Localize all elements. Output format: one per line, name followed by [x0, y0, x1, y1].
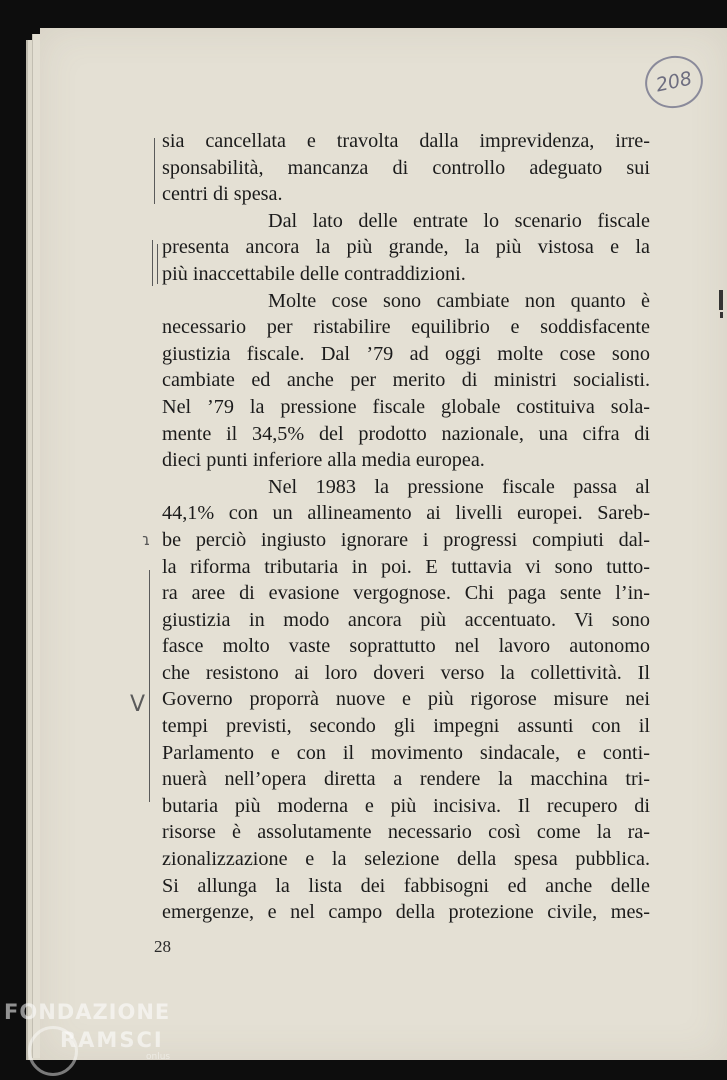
text-line: zionalizzazione e la selezione della spesa pubblica. [162, 848, 650, 871]
margin-bracket-3 [149, 570, 150, 802]
handwritten-folio-number: 208 [640, 51, 708, 114]
text-line: Parlamento e con il movimento sindacale, e conti- [162, 741, 650, 764]
margin-bracket-2b [157, 244, 158, 284]
text-line: cambiate ed anche per merito di ministri socialisti. [162, 369, 650, 392]
margin-annotation-v: V [130, 692, 146, 717]
text-line: dieci punti inferiore alla media europea. [162, 449, 485, 472]
text-line: centri di spesa. [162, 183, 283, 206]
text-line: Si allunga la lista dei fabbisogni ed anche delle [162, 874, 650, 897]
watermark-suffix: onlus [146, 1052, 171, 1062]
watermark-line1: FONDAZIONE [4, 1000, 171, 1024]
text-line: nuerà nell’opera diretta a rendere la macchina tri- [162, 768, 650, 791]
text-line: Governo proporrà nuove e più rigorose misure nei [162, 688, 650, 711]
text-line: sponsabilità, mancanza di controllo adeguato sui [162, 156, 650, 179]
text-line: più inaccettabile delle contraddizioni. [162, 262, 466, 285]
margin-tick-mark: ɿ [142, 530, 151, 549]
text-line: tempi previsti, secondo gli impegni assunti con il [162, 715, 650, 738]
text-line: emergenze, e nel campo della protezione civile, mes- [162, 901, 650, 924]
text-line: mente il 34,5% del prodotto nazionale, una cifra di [162, 422, 650, 445]
text-line: necessario per ristabilire equilibrio e soddisfacente [162, 316, 650, 339]
margin-bracket-1 [154, 138, 155, 204]
text-line: la riforma tributaria in poi. E tuttavia vi sono tutto- [162, 555, 650, 578]
text-line: 44,1% con un allineamento ai livelli europei. Sareb- [162, 502, 650, 525]
text-line: Nel ’79 la pressione fiscale globale costituiva sola- [162, 395, 650, 418]
text-line: presenta ancora la più grande, la più vistosa e la [162, 236, 650, 259]
text-line: risorse è assolutamente necessario così come la ra- [162, 821, 650, 844]
margin-bracket-2 [152, 240, 153, 286]
page-number: 28 [154, 937, 171, 956]
text-line: Dal lato delle entrate lo scenario fiscale [268, 209, 650, 232]
edge-mark [720, 312, 723, 318]
body-text [162, 128, 650, 926]
text-line: ra aree di evasione vergognose. Chi paga sente l’in- [162, 582, 650, 605]
edge-mark [719, 290, 723, 310]
text-line: giustizia in modo ancora più accentuato. Vi sono [162, 608, 650, 631]
text-line: fasce molto vaste soprattutto nel lavoro autonomo [162, 635, 650, 658]
text-line: Molte cose sono cambiate non quanto è [268, 289, 650, 312]
text-line: giustizia fiscale. Dal ’79 ad oggi molte cose sono [162, 342, 650, 365]
text-line: che resistono ai loro doveri verso la collettività. Il [162, 661, 650, 684]
text-line: sia cancellata e travolta dalla imprevidenza, irre- [162, 130, 650, 152]
text-line: butaria più moderna e più incisiva. Il recupero di [162, 794, 650, 817]
text-line: Nel 1983 la pressione fiscale passa al [268, 475, 650, 498]
text-line: be perciò ingiusto ignorare i progressi compiuti dal- [162, 528, 650, 551]
watermark-line2: RAMSCI [60, 1028, 164, 1052]
